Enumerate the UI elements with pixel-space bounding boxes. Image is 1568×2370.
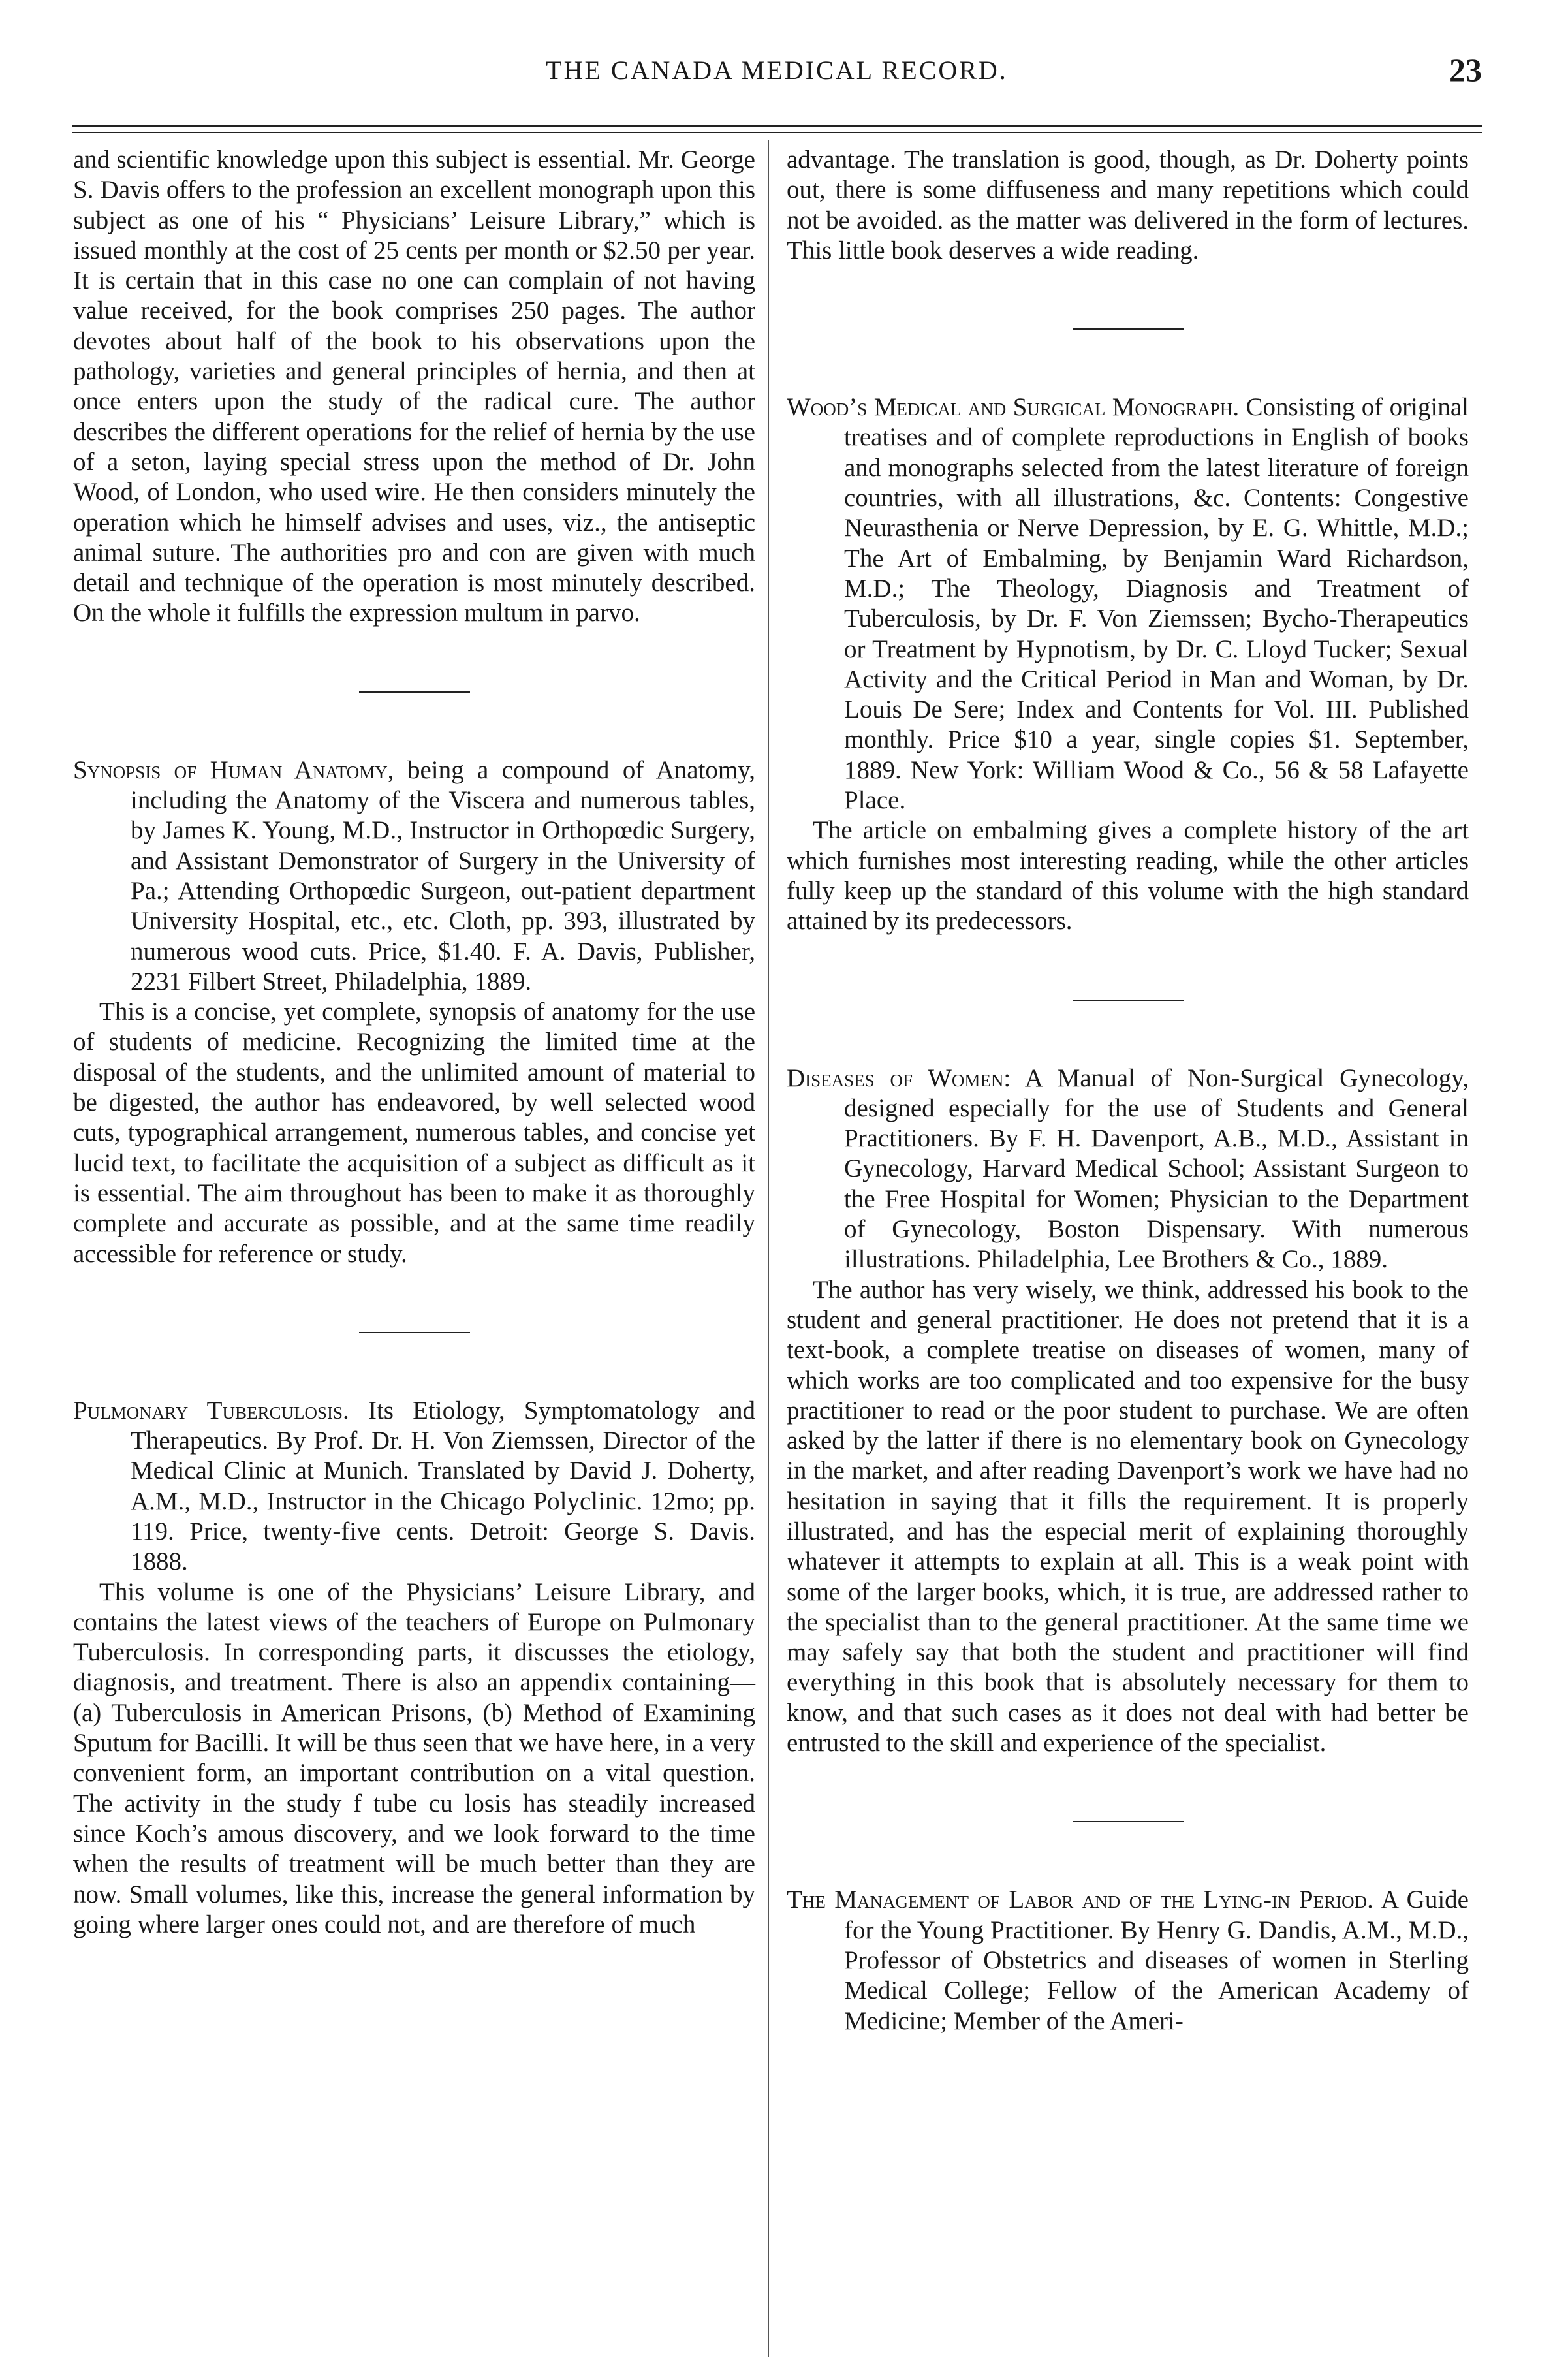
- header-rule-thick: [72, 125, 1482, 127]
- review-description: being a compound of Anatomy, including the Anatomy of the Viscera and numerous tables, by James K. Young, M.D., Instructor in Orthopœdic Surgery, and Assistant Demonstrator of Surgery in the University of Pa.; Attending Orthopœdic Surgeon, out-patient department University Hospital, etc., etc. Cloth, pp. 393, illustrated by numerous wood cuts. Price, $1.40. F. A. Davis, Publisher, 2231 Filbert Street, Philadelphia, 1889.: [131, 755, 755, 996]
- right-column: [787, 145, 1469, 2036]
- review-title: Synopsis of Human Anatomy,: [73, 755, 394, 784]
- continued-paragraph: advantage. The translation is good, though, as Dr. Doherty points out, there is some diffuseness and many repetitions which could not be avoided. as the matter was delivered in the form of lectures. This little book deserves a wide reading.: [787, 146, 1469, 264]
- review-title: Diseases of Women:: [787, 1064, 1011, 1092]
- review-description: A Guide for the Young Practitioner. By Henry G. Dandis, A.M., M.D., Professor of Obstetrics and diseases of women in Sterling Medical College; Fellow of the American Academy of Medicine; Member of the Ameri-: [844, 1886, 1469, 2035]
- review-description: A Manual of Non-Surgical Gynecology, designed especially for the use of Students and General Practitioners. By F. H. Davenport, A.B., M.D., Assistant in Gynecology, Harvard Medical School; Assistant Surgeon to the Free Hospital for Women; Physician to the Department of Gynecology, Boston Dispensary. With numerous illustrations. Philadelphia, Lee Brothers & Co., 1889.: [844, 1064, 1469, 1274]
- review-citation: [787, 392, 1469, 815]
- review-title: Wood’s Medical and Surgical Monograph.: [787, 393, 1240, 422]
- review-citation: [73, 1396, 755, 1577]
- continued-paragraph: and scientific knowledge upon this subject is essential. Mr. George S. Davis offers to the profession an excellent monograph upon this subject as one of his “ Physicians’ Leisure Library,” which is issued monthly at the cost of 25 cents per month or $2.50 per year. It is certain that in this case no one can complain of not having value received, for the book comprises 250 pages. The author devotes about half of the book to his observations upon the pathology, varieties and general principles of hernia, and then at once enters upon the study of the radical cure. The author describes the different operations for the relief of hernia by the use of a seton, laying special stress upon the method of Dr. John Wood, of London, who used wire. He then considers minutely the operation which he himself advises and uses, viz., the antiseptic animal suture. The authorities pro and con are given with much detail and technique of the operation is most minutely described. On the whole it fulfills the expression multum in parvo.: [73, 146, 755, 627]
- review-pulmonary-tuberculosis: [73, 1396, 755, 1940]
- review-body: The article on embalming gives a complete history of the art which furnishes most interesting reading, while the other articles fully keep up the standard of this volume with the high standard attained by its predecessors.: [787, 816, 1469, 936]
- review-description: Consisting of original treatises and of complete reproductions in English of books and monographs selected from the latest literature of foreign countries, with all illustrations, &c. Contents: Congestive Neurasthenia or Nerve Depression, by E. G. Whittle, M.D.; The Art of Embalming, by Benjamin Ward Richardson, M.D.; The Theology, Diagnosis and Treatment of Tuberculosis, by Dr. F. Von Ziemssen; Bycho-Therapeutics or Treatment by Hypnotism, by Dr. C. Lloyd Tucker; Sexual Activity and the Critical Period in Man and Woman, by Dr. Louis De Sere; Index and Contents for Vol. III. Published monthly. Price $10 a year, single copies $1. September, 1889. New York: William Wood & Co., 56 & 58 Lafayette Place.: [844, 393, 1469, 815]
- review-woods-monograph: [787, 392, 1469, 936]
- review-body: This volume is one of the Physicians’ Leisure Library, and contains the latest views of the teachers of Europe on Pulmonary Tuberculosis. In corresponding parts, it discusses the etiology, diagnosis, and treatment. There is also an appendix containing—(a) Tuberculosis in American Prisons, (b) Method of Examining Sputum for Bacilli. It will be thus seen that we have here, in a very convenient form, an important contribution on a vital question. The activity in the study f tube cu losis has steadily increased since Koch’s amous discovery, and we look forward to the time when the results of treatment will be much better than they are now. Small volumes, like this, increase the general information by going where larger ones could not, and are therefore of much: [73, 1577, 755, 1938]
- review-synopsis-of-human-anatomy: [73, 755, 755, 1269]
- running-title: THE CANADA MEDICAL RECORD.: [546, 55, 1008, 85]
- review-body: This is a concise, yet complete, synopsis of anatomy for the use of students of medicine. Recognizing the limited time at the disposal of the students, and the unlimited amount of material to be digested, the author has endeavored, by well selected wood cuts, typographical arrangement, numerous tables, and concise yet lucid text, to facilitate the acquisition of a subject as difficult as it is essential. The aim throughout has been to make it as thoroughly complete and accurate as possible, and at the same time readily accessible for reference or study.: [73, 998, 755, 1268]
- review-description: Its Etiology, Symptomatology and Therapeutics. By Prof. Dr. H. Von Ziemssen, Director of the Medical Clinic at Munich. Translated by David J. Doherty, A.M., M.D., Instructor in the Chicago Polyclinic. 12mo; pp. 119. Price, twenty-five cents. Detroit: George S. Davis. 1888.: [131, 1396, 755, 1576]
- header-rule-thin: [72, 132, 1482, 133]
- review-citation: [787, 1064, 1469, 1275]
- review-citation: [787, 1885, 1469, 2036]
- column-divider: [768, 140, 769, 2357]
- review-management-of-labor: [787, 1885, 1469, 2036]
- left-column: [73, 145, 755, 1940]
- page-number: 23: [1449, 52, 1482, 88]
- page-header: [72, 51, 1482, 90]
- review-diseases-of-women: [787, 1064, 1469, 1759]
- review-title: The Management of Labor and of the Lying-in Period.: [787, 1886, 1373, 1914]
- review-title: Pulmonary Tuberculosis.: [73, 1396, 349, 1425]
- review-citation: [73, 755, 755, 997]
- review-body: The author has very wisely, we think, addressed his book to the student and general practitioner. He does not pretend that it is a text-book, a complete treatise on diseases of women, many of which works are too complicated and too expensive for the busy practitioner to read or the poor student to purchase. We are often asked by the latter if there is no elementary book on Gynecology in the market, and after reading Davenport’s work we have had no hesitation in saying that it fills the requirement. It is properly illustrated, and has the especial merit of explaining thoroughly whatever it attempts to explain at all. This is a weak point with some of the larger books, which, it is true, are addressed rather to the specialist than to the general practitioner. At the same time we may safely say that both the student and practitioner will find everything in this book that is absolutely necessary for them to know, and that such cases as it does not deal with had better be entrusted to the skill and experience of the specialist.: [787, 1275, 1469, 1758]
